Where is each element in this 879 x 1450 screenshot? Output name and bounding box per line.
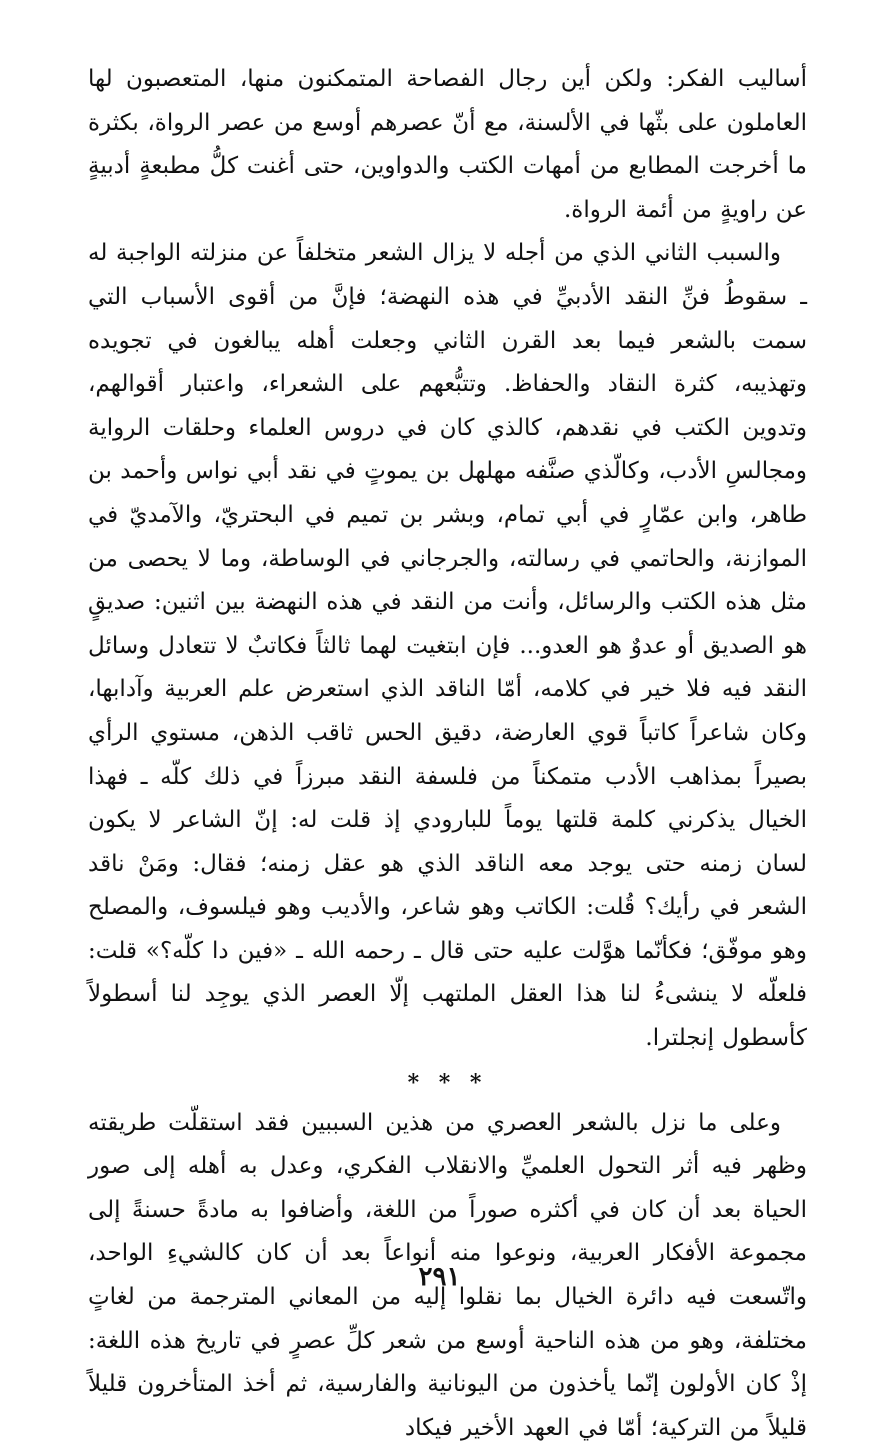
section-separator: * * * (407, 1069, 488, 1096)
page-number: ٢٩١ (418, 1262, 461, 1292)
paragraph-1: أساليب الفكر: ولكن أين رجال الفصاحة المتمكنون منها، المتعصبون لها العاملون على بثّها في الألسنة، مع أنّ عصرهم أوسع من عصر الرواة، بكثرة ما أخرجت المطابع من أمهات الكتب والدواوين، حتى أغنت كلُّ مطبعةٍ أدبيةٍ عن راويةٍ من أئمة الرواة. (88, 66, 807, 223)
paragraph-2: والسبب الثاني الذي من أجله لا يزال الشعر متخلفاً عن منزلته الواجبة له ـ سقوطُ فنِّ النقد الأدبيِّ في هذه النهضة؛ فإنَّ من أقوى الأسباب التي سمت بالشعر فيما بعد القرن الثاني وجعلت أهله يبالغون في تجويده وتهذيبه، كثرة النقاد والحفاظ. وتتبُّعهم على الشعراء، واعتبار أقوالهم، وتدوين الكتب في نقدهم، كالذي كان في دروس العلماء وحلقات الرواية ومجالسِ الأدب، وكالّذي صنَّفه مهلهل بن يموتٍ في نقد أبي نواس وأحمد بن طاهر، وابن عمّارٍ في أبي تمام، وبشر بن تميم في البحتريّ، والآمديّ في الموازنة، والحاتمي في رسالته، والجرجاني في الوساطة، وما لا يحصى من مثل هذه الكتب والرسائل، وأنت من النقد في هذه النهضة بين اثنين: صديقٍ هو الصديق أو عدوٌ هو العدو... فإن ابتغيت لهما ثالثاً فكاتبٌ لا تتعادل وسائل النقد فيه فلا خير في كلامه، أمّا الناقد الذي استعرض علم العربية وآدابها، وكان شاعراً كاتباً قوي العارضة، دقيق الحس ثاقب الذهن، مستوي الرأي بصيراً بمذاهب الأدب متمكناً من فلسفة النقد مبرزاً في ذلك كلّه ـ فهذا الخيال يذكرني كلمة قلتها يوماً للبارودي إذ قلت له: إنّ الشاعر لا يكون لسان زمنه حتى يوجد معه الناقد الذي هو عقل زمنه؛ فقال: ومَنْ ناقد الشعر في رأيك؟ قُلت: الكاتب وهو شاعر، والأديب وهو فيلسوف، والمصلح وهو موفّق؛ فكأنّما هوَّلت عليه حتى قال ـ رحمه الله ـ «فين دا كلّه؟» قلت: فلعلّه لا ينشىءُ لنا هذا العقل الملتهب إلّا العصر الذي يوجِد لنا أسطولاً كأسطول إنجلترا. (88, 240, 807, 1052)
paragraph-3: وعلى ما نزل بالشعر العصري من هذين السببين فقد استقلّت طريقته وظهر فيه أثر التحول العلميِّ والانقلاب الفكري، وعدل به أهله إلى صور الحياة بعد أن كان في أكثره صوراً من اللغة، وأضافوا به مادةً حسنةً إلى مجموعة الأفكار العربية، ونوعوا منه أنواعاً بعد أن كان كالشيءِ الواحد، واتّسعت فيه دائرة الخيال بما نقلوا إليه من المعاني المترجمة من لغاتٍ مختلفة، وهو من هذه الناحية أوسع من شعر كلِّ عصرٍ في تاريخ هذه اللغة: إذْ كان الأولون إنّما يأخذون من اليونانية والفارسية، ثم أخذ المتأخرون قليلاً قليلاً من التركية؛ أمّا في العهد الأخير فيكاد (88, 1109, 807, 1441)
